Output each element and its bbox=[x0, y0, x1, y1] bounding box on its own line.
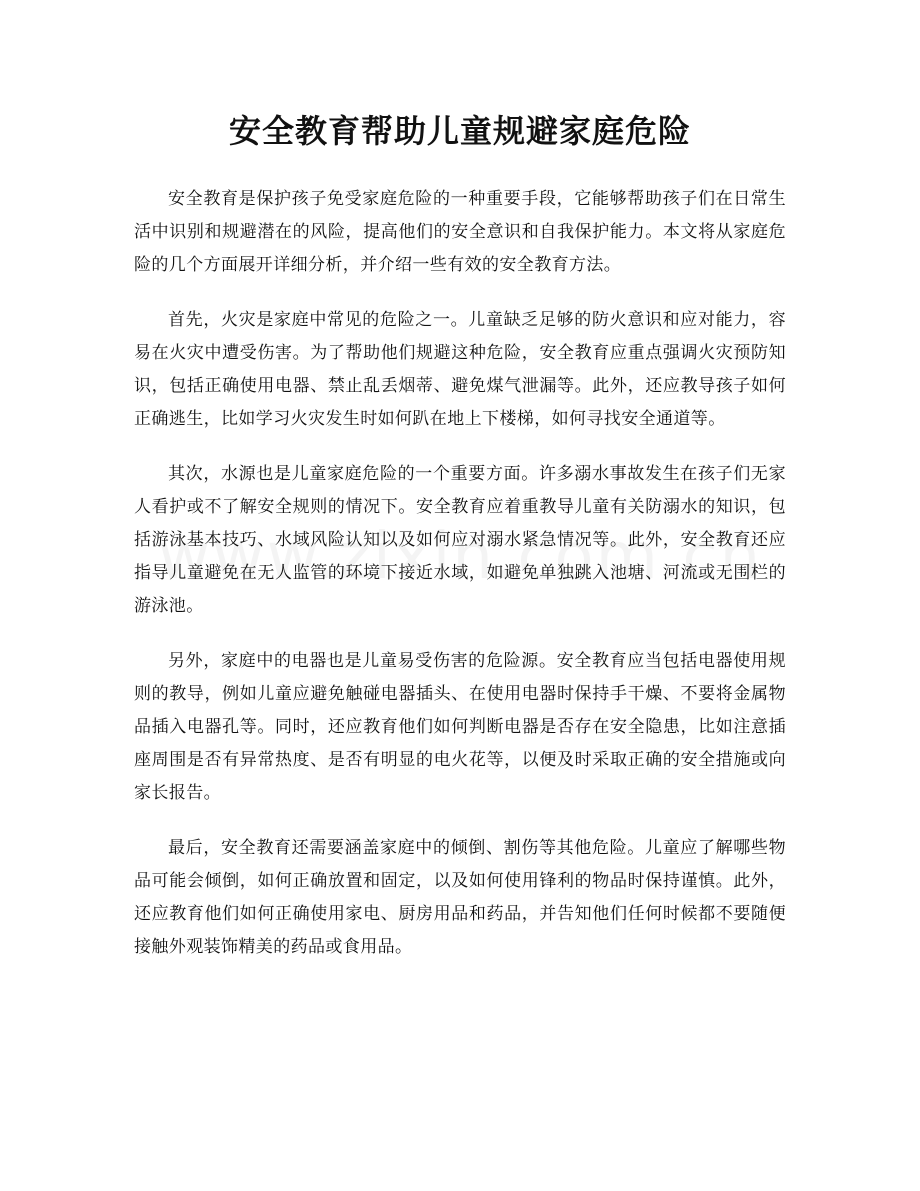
paragraph-electric: 另外，家庭中的电器也是儿童易受伤害的危险源。安全教育应当包括电器使用规则的教导，例如儿童应避免触碰电器插头、在使用电器时保持手干燥、不要将金属物品插入电器孔等。同时，还应教育他们如何判断电器是否存在安全隐患，比如注意插座周围是否有异常热度、是否有明显的电火花等，以便及时采取正确的安全措施或向家长报告。 bbox=[134, 651, 786, 803]
document-body bbox=[134, 183, 786, 986]
paragraph-water: 其次，水源也是儿童家庭危险的一个重要方面。许多溺水事故发生在孩子们无家人看护或不了解安全规则的情况下。安全教育应着重教导儿童有关防溺水的知识，包括游泳基本技巧、水域风险认知以及如何应对溺水紧急情况等。此外，安全教育还应指导儿童避免在无人监管的环境下接近水域，如避免单独跳入池塘、河流或无围栏的游泳池。 bbox=[134, 464, 786, 616]
paragraph-intro: 安全教育是保护孩子免受家庭危险的一种重要手段，它能够帮助孩子们在日常生活中识别和规避潜在的风险，提高他们的安全意识和自我保护能力。本文将从家庭危险的几个方面展开详细分析，并介绍一些有效的安全教育方法。 bbox=[134, 189, 786, 275]
paragraph-fire: 首先，火灾是家庭中常见的危险之一。儿童缺乏足够的防火意识和应对能力，容易在火灾中遭受伤害。为了帮助他们规避这种危险，安全教育应重点强调火灾预防知识，包括正确使用电器、禁止乱丢烟蒂、避免煤气泄漏等。此外，还应教导孩子如何正确逃生，比如学习火灾发生时如何趴在地上下楼梯，如何寻找安全通道等。 bbox=[134, 310, 786, 429]
document-title: 安全教育帮助儿童规避家庭危险 bbox=[228, 112, 691, 150]
paragraph-other: 最后，安全教育还需要涵盖家庭中的倾倒、割伤等其他危险。儿童应了解哪些物品可能会倾倒，如何正确放置和固定，以及如何使用锋利的物品时保持谨慎。此外，还应教育他们如何正确使用家电、厨房用品和药品，并告知他们任何时候都不要随便接触外观装饰精美的药品或食用品。 bbox=[134, 838, 786, 957]
